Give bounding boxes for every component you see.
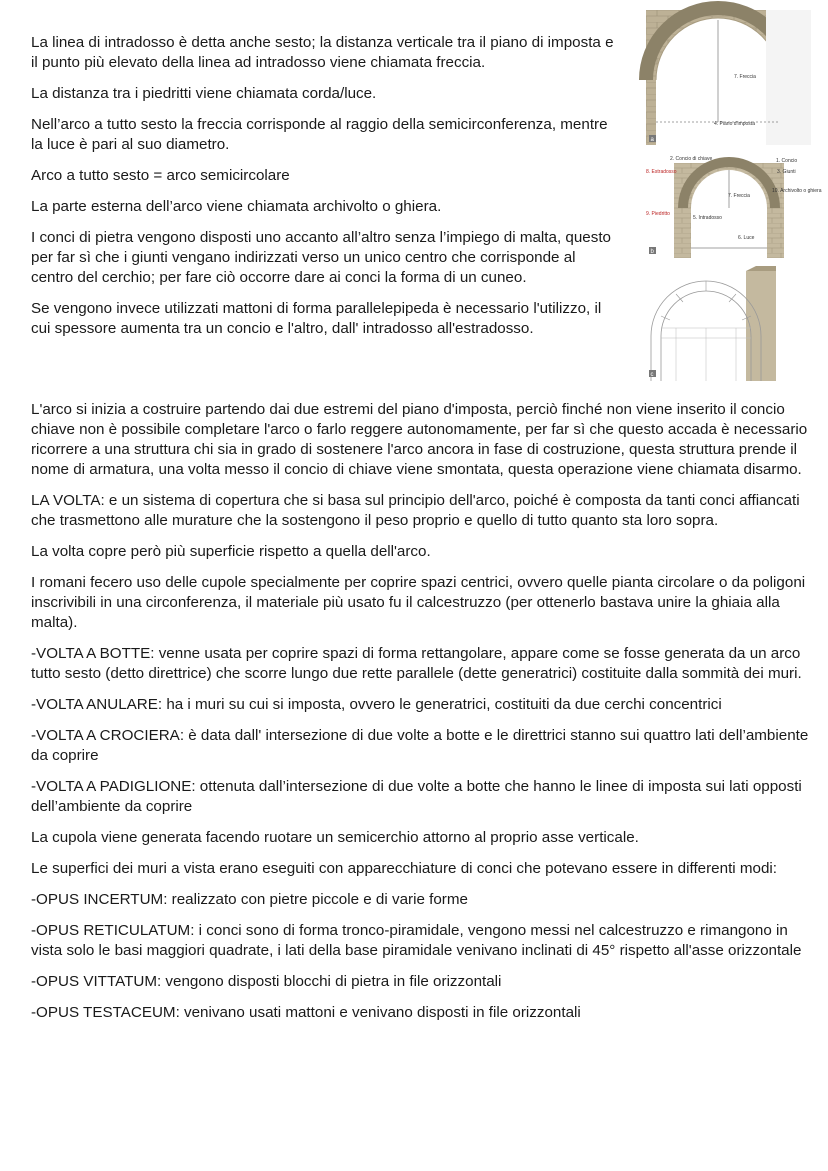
paragraph: La parte esterna dell’arco viene chiamata archivolto o ghiera.	[31, 198, 442, 215]
label-freccia: 7. Freccia	[734, 74, 756, 80]
figure-column	[646, 10, 822, 389]
paragraph: -OPUS VITTATUM: vengono disposti blocchi di pietra in file orizzontali	[31, 973, 502, 990]
label-intradosso: 5. Intradosso	[693, 215, 722, 221]
arch-illustration-b	[646, 153, 822, 258]
label-estradosso: 8. Estradosso	[646, 169, 677, 175]
label-concio-chiave: 2. Concio di chiave	[670, 156, 713, 162]
arch-figure-c	[646, 266, 811, 381]
paragraph: -VOLTA A PADIGLIONE: ottenuta dall’intersezione di due volte a botte che hanno le linee di imposta sui lati opposti dell’ambiente da coprire	[31, 778, 802, 815]
paragraph: -VOLTA ANULARE: ha i muri su cui si imposta, ovvero le generatrici, costituiti da due cerchi concentrici	[31, 696, 722, 713]
figure-tag: c	[650, 372, 654, 378]
paragraph: Arco a tutto sesto = arco semicircolare	[31, 167, 290, 184]
paragraph: Se vengono invece utilizzati mattoni di forma parallelepipeda è necessario l'utilizzo, il cui spessore aumenta tra un concio e l'altro, dall' intradosso all'estradosso.	[31, 300, 602, 337]
figure-tag: b	[650, 249, 654, 255]
label-concio: 1. Concio	[776, 158, 798, 164]
paragraph: -OPUS INCERTUM: realizzato con pietre piccole e di varie forme	[31, 891, 468, 908]
arch-figure-b	[646, 153, 822, 258]
paragraph: -OPUS TESTACEUM: venivano usati mattoni e venivano disposti in file orizzontali	[31, 1004, 581, 1021]
label-luce: 6. Luce	[738, 235, 755, 241]
arch-illustration-c	[646, 266, 811, 381]
paragraph: -VOLTA A BOTTE: venne usata per coprire spazi di forma rettangolare, appare come se fosse generata da un arco tutto sesto (detto direttrice) che scorre lungo due rette parallele (dette generatrici) costituite dalla sommità dei muri.	[31, 645, 802, 682]
paragraph: La volta copre però più superficie rispetto a quella dell'arco.	[31, 543, 431, 560]
text-column-bottom	[31, 400, 821, 1034]
paragraph: Le superfici dei muri a vista erano eseguiti con apparecchiature di conci che potevano essere in differenti modi:	[31, 860, 778, 877]
paragraph: La distanza tra i piedritti viene chiamata corda/luce.	[31, 85, 377, 102]
paragraph: L'arco si inizia a costruire partendo dai due estremi del piano d'imposta, perciò finché non viene inserito il concio chiave non è possibile completare l'arco o farlo reggere autonomamente, per far sì che questo accada è necessario ricorrere a una struttura chi sia in grado di sostenere l'arco ancora in fase di costruzione, questa struttura prende il nome di armatura, una volta messo il concio di chiave viene smontata, questa operazione viene chiamata disarmo.	[31, 401, 808, 478]
paragraph: La linea di intradosso è detta anche sesto; la distanza verticale tra il piano di imposta e il punto più elevato della linea ad intradosso viene chiamata freccia.	[31, 34, 614, 71]
label-archivolto: 10. Archivolto o ghiera	[772, 188, 822, 194]
label-piedritto: 9. Piedritto	[646, 211, 670, 217]
label-giunti: 3. Giunti	[777, 169, 796, 175]
paragraph: -VOLTA A CROCIERA: è data dall' intersezione di due volte a botte e le direttrici stanno sui quattro lati dell’ambiente da coprire	[31, 727, 809, 764]
label-piano-imposta: 4. Piano d'imposta	[714, 121, 755, 127]
paragraph: I conci di pietra vengono disposti uno accanto all’altro senza l’impiego di malta, questo per far sì che i giunti vengano indirizzati verso un unico centro che corrisponde al centro del cerchio; per fare ciò occorre dare ai conci la forma di un cuneo.	[31, 229, 611, 286]
arch-figure-a	[646, 10, 811, 145]
paragraph: -OPUS RETICULATUM: i conci sono di forma tronco-piramidale, vengono messi nel calcestruzzo e rimangono in vista solo le basi maggiori quadrate, i lati della base piramidale venivano inclinati di 45° rispetto all'asse orizzontale	[31, 922, 802, 959]
arch-illustration-a	[646, 10, 811, 145]
paragraph: I romani fecero uso delle cupole specialmente per coprire spazi centrici, ovvero quelle pianta circolare o da poligoni inscrivibili in una circonferenza, il materiale più usato fu il calcestruzzo (per ottenerlo bastava unire la ghiaia alla malta).	[31, 574, 806, 631]
paragraph: LA VOLTA: e un sistema di copertura che si basa sul principio dell'arco, poiché è composta da tanti conci affiancati che trasmettono alle murature che la sostengono il peso proprio e quello di tutto quanto sta loro sopra.	[31, 492, 800, 529]
paragraph: La cupola viene generata facendo ruotare un semicerchio attorno al proprio asse verticale.	[31, 829, 639, 846]
figure-tag: a	[650, 137, 654, 143]
label-freccia-b: 7. Freccia	[728, 193, 750, 199]
paragraph: Nell’arco a tutto sesto la freccia corrisponde al raggio della semicirconferenza, mentre la luce è pari al suo diametro.	[31, 116, 608, 153]
text-column-top	[31, 33, 621, 350]
